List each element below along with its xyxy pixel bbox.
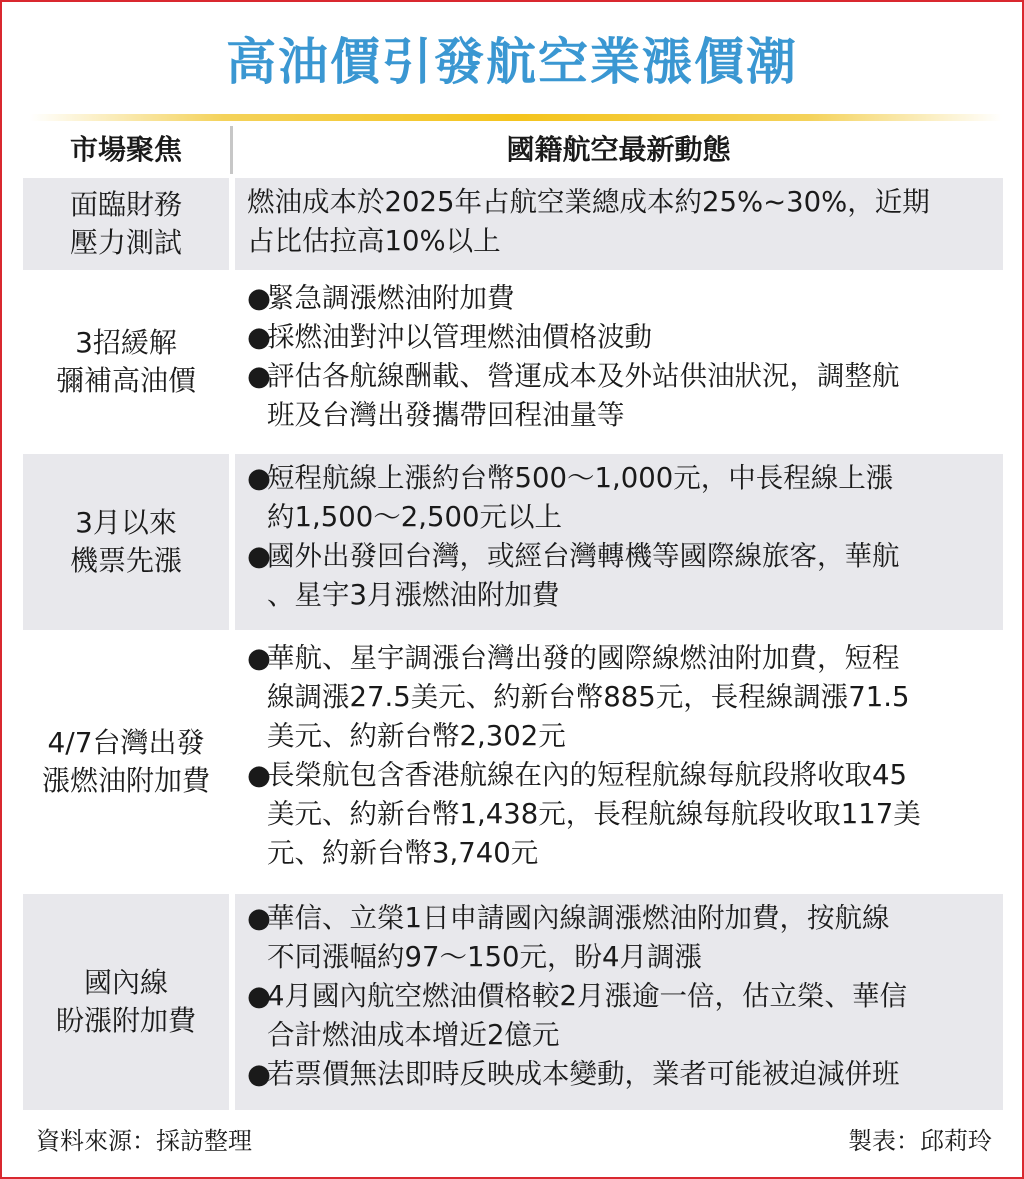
bullet-dot-icon: ● bbox=[247, 282, 271, 314]
bullet-dot-icon: ● bbox=[247, 902, 271, 934]
bullet-dot-icon: ● bbox=[247, 540, 271, 572]
bullet-line: 約1,500～2,500元以上 bbox=[267, 501, 562, 533]
header-divider bbox=[230, 126, 233, 174]
bullet-line: 線調漲27.5美元、約新台幣885元，長程線調漲71.5 bbox=[267, 681, 910, 713]
bullet-line: 評估各航線酬載、營運成本及外站供油狀況，調整航 bbox=[267, 360, 900, 392]
bullet-item bbox=[247, 977, 993, 1055]
row-label bbox=[23, 178, 229, 270]
row-content bbox=[235, 178, 1003, 270]
info-table bbox=[23, 126, 1003, 1114]
bullet-item bbox=[247, 756, 993, 873]
bullet-item bbox=[247, 639, 993, 756]
bullet-dot-icon: ● bbox=[247, 462, 271, 494]
row-label bbox=[23, 274, 229, 450]
bullet-line: 美元、約新台幣1,438元，長程航線每航段收取117美 bbox=[267, 798, 921, 830]
bullet-item bbox=[247, 318, 993, 357]
row-label-line: 漲燃油附加費 bbox=[41, 764, 210, 797]
bullet-line: 若票價無法即時反映成本變動，業者可能被迫減併班 bbox=[267, 1058, 900, 1090]
row-label-line: 3招緩解 bbox=[75, 326, 177, 359]
bullet-line: 華信、立榮1日申請國內線調漲燃油附加費，按航線 bbox=[267, 902, 890, 934]
bullet-line: 採燃油對沖以管理燃油價格波動 bbox=[267, 321, 652, 353]
row-label-line: 面臨財務 bbox=[69, 188, 182, 221]
bullet-line: 短程航線上漲約台幣500～1,000元，中長程線上漲 bbox=[267, 462, 894, 494]
table-row bbox=[23, 894, 1003, 1110]
maker-note: 製表：邱莉玲 bbox=[848, 1127, 992, 1155]
bullet-line: 不同漲幅約97～150元，盼4月調漲 bbox=[267, 941, 702, 973]
bullet-line: 班及台灣出發攜帶回程油量等 bbox=[267, 399, 625, 431]
source-note: 資料來源：採訪整理 bbox=[36, 1127, 252, 1155]
bullet-line: 、星宇3月漲燃油附加費 bbox=[267, 579, 560, 611]
table-header bbox=[23, 126, 1003, 174]
bullet-line: 緊急調漲燃油附加費 bbox=[267, 282, 515, 314]
bullet-line: 華航、星宇調漲台灣出發的國際線燃油附加費，短程 bbox=[267, 642, 900, 674]
bullet-dot-icon: ● bbox=[247, 1058, 271, 1090]
content-line: 燃油成本於2025年占航空業總成本約25%~30%，近期 bbox=[247, 186, 930, 218]
bullet-line: 4月國內航空燃油價格較2月漲逾一倍，估立榮、華信 bbox=[267, 980, 907, 1012]
bullet-dot-icon: ● bbox=[247, 321, 271, 353]
bullet-item bbox=[247, 899, 993, 977]
table-row bbox=[23, 454, 1003, 630]
bullet-item bbox=[247, 1055, 993, 1094]
row-label bbox=[23, 894, 229, 1110]
bullet-item bbox=[247, 537, 993, 615]
bullet-item bbox=[247, 459, 993, 537]
bullet-line: 合計燃油成本增近2億元 bbox=[267, 1019, 560, 1051]
table-row bbox=[23, 634, 1003, 890]
content-line: 占比估拉高10%以上 bbox=[247, 225, 501, 257]
row-label-line: 機票先漲 bbox=[69, 544, 182, 577]
row-content bbox=[235, 274, 1003, 450]
row-content bbox=[235, 894, 1003, 1110]
row-label bbox=[23, 454, 229, 630]
row-label-line: 盼漲附加費 bbox=[55, 1004, 196, 1037]
bullet-line: 美元、約新台幣2,302元 bbox=[267, 720, 566, 752]
bullet-item bbox=[247, 279, 993, 318]
row-content bbox=[235, 634, 1003, 890]
title-underline bbox=[30, 114, 1002, 121]
row-label-line: 國內線 bbox=[83, 966, 168, 999]
row-label-line: 3月以來 bbox=[75, 506, 177, 539]
row-content bbox=[235, 454, 1003, 630]
bullet-dot-icon: ● bbox=[247, 759, 271, 791]
row-label-line: 壓力測試 bbox=[69, 226, 182, 259]
bullet-dot-icon: ● bbox=[247, 360, 271, 392]
page-title: 高油價引發航空業漲價潮 bbox=[226, 33, 798, 91]
row-label bbox=[23, 634, 229, 890]
row-label-line: 彌補高油價 bbox=[55, 364, 196, 397]
table-row bbox=[23, 178, 1003, 270]
row-label-line: 4/7台灣出發 bbox=[47, 726, 205, 759]
table-row bbox=[23, 274, 1003, 450]
bullet-line: 國外出發回台灣，或經台灣轉機等國際線旅客，華航 bbox=[267, 540, 900, 572]
header-latest-news: 國籍航空最新動態 bbox=[506, 133, 731, 166]
bullet-line: 長榮航包含香港航線在內的短程航線每航段將收取45 bbox=[267, 759, 907, 791]
bullet-item bbox=[247, 357, 993, 435]
bullet-dot-icon: ● bbox=[247, 980, 271, 1012]
header-market-focus: 市場聚焦 bbox=[69, 133, 182, 166]
bullet-line: 元、約新台幣3,740元 bbox=[267, 837, 539, 869]
bullet-dot-icon: ● bbox=[247, 642, 271, 674]
